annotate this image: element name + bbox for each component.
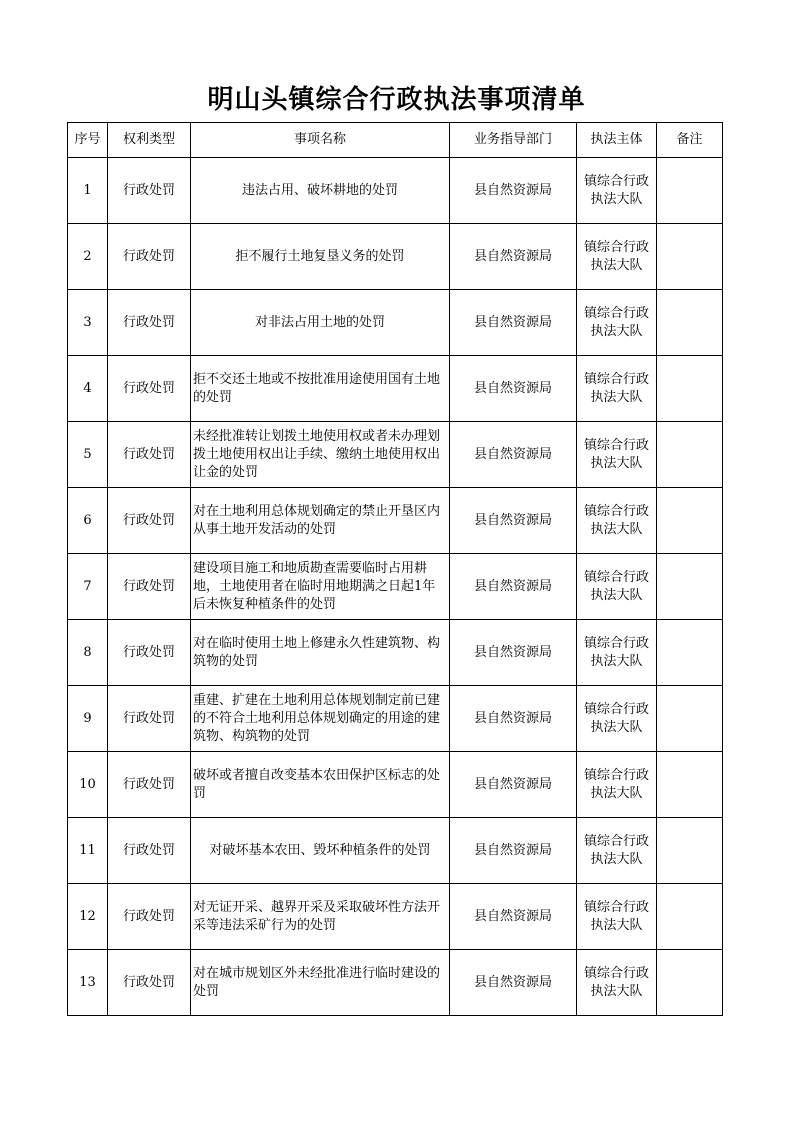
- table-row: [68, 422, 723, 488]
- table-row: [68, 884, 723, 950]
- cell-subject: 镇综合行政执法大队: [577, 290, 657, 356]
- cell-type: 行政处罚: [108, 356, 191, 422]
- cell-dept: 县自然资源局: [450, 488, 577, 554]
- cell-name: 拒不履行土地复垦义务的处罚: [191, 224, 450, 290]
- table-row: [68, 356, 723, 422]
- cell-no: 9: [68, 686, 108, 752]
- cell-dept: 县自然资源局: [450, 554, 577, 620]
- cell-note: [657, 488, 723, 554]
- cell-subject: 镇综合行政执法大队: [577, 488, 657, 554]
- table-header-row: [68, 123, 723, 158]
- cell-subject: 镇综合行政执法大队: [577, 554, 657, 620]
- cell-name: 建设项目施工和地质勘查需要临时占用耕地，土地使用者在临时用地期满之日起1年后未恢复种植条件的处罚: [191, 554, 450, 620]
- table-row: [68, 158, 723, 224]
- header-no: 序号: [68, 123, 108, 158]
- cell-dept: 县自然资源局: [450, 950, 577, 1016]
- cell-type: 行政处罚: [108, 884, 191, 950]
- cell-no: 7: [68, 554, 108, 620]
- header-subject: 执法主体: [577, 123, 657, 158]
- cell-note: [657, 422, 723, 488]
- cell-subject: 镇综合行政执法大队: [577, 620, 657, 686]
- cell-note: [657, 620, 723, 686]
- cell-note: [657, 290, 723, 356]
- cell-name: 重建、扩建在土地利用总体规划制定前已建的不符合土地利用总体规划确定的用途的建筑物、构筑物的处罚: [191, 686, 450, 752]
- cell-name: 对在临时使用土地上修建永久性建筑物、构筑物的处罚: [191, 620, 450, 686]
- cell-type: 行政处罚: [108, 224, 191, 290]
- table-row: [68, 488, 723, 554]
- table-row: [68, 554, 723, 620]
- cell-subject: 镇综合行政执法大队: [577, 224, 657, 290]
- cell-type: 行政处罚: [108, 620, 191, 686]
- cell-note: [657, 224, 723, 290]
- cell-dept: 县自然资源局: [450, 686, 577, 752]
- cell-dept: 县自然资源局: [450, 356, 577, 422]
- cell-type: 行政处罚: [108, 422, 191, 488]
- cell-note: [657, 686, 723, 752]
- cell-name: 未经批准转让划拨土地使用权或者未办理划拨土地使用权出让手续、缴纳土地使用权出让金的处罚: [191, 422, 450, 488]
- cell-name: 拒不交还土地或不按批准用途使用国有土地的处罚: [191, 356, 450, 422]
- table-row: [68, 752, 723, 818]
- cell-no: 2: [68, 224, 108, 290]
- table-row: [68, 224, 723, 290]
- cell-dept: 县自然资源局: [450, 884, 577, 950]
- cell-note: [657, 818, 723, 884]
- cell-subject: 镇综合行政执法大队: [577, 818, 657, 884]
- cell-no: 6: [68, 488, 108, 554]
- cell-name: 违法占用、破坏耕地的处罚: [191, 158, 450, 224]
- cell-dept: 县自然资源局: [450, 158, 577, 224]
- cell-dept: 县自然资源局: [450, 752, 577, 818]
- cell-no: 1: [68, 158, 108, 224]
- cell-note: [657, 158, 723, 224]
- header-name: 事项名称: [191, 123, 450, 158]
- cell-name: 对无证开采、越界开采及采取破坏性方法开采等违法采矿行为的处罚: [191, 884, 450, 950]
- cell-subject: 镇综合行政执法大队: [577, 422, 657, 488]
- cell-type: 行政处罚: [108, 158, 191, 224]
- cell-name: 对非法占用土地的处罚: [191, 290, 450, 356]
- cell-name: 对在土地利用总体规划确定的禁止开垦区内从事土地开发活动的处罚: [191, 488, 450, 554]
- cell-subject: 镇综合行政执法大队: [577, 950, 657, 1016]
- items-table: [67, 122, 723, 1016]
- header-dept: 业务指导部门: [450, 123, 577, 158]
- cell-subject: 镇综合行政执法大队: [577, 884, 657, 950]
- cell-type: 行政处罚: [108, 488, 191, 554]
- table-row: [68, 950, 723, 1016]
- cell-type: 行政处罚: [108, 950, 191, 1016]
- page-title: 明山头镇综合行政执法事项清单: [207, 85, 586, 115]
- cell-dept: 县自然资源局: [450, 818, 577, 884]
- cell-no: 3: [68, 290, 108, 356]
- cell-no: 4: [68, 356, 108, 422]
- cell-type: 行政处罚: [108, 686, 191, 752]
- header-note: 备注: [657, 123, 723, 158]
- cell-no: 5: [68, 422, 108, 488]
- cell-dept: 县自然资源局: [450, 290, 577, 356]
- cell-no: 8: [68, 620, 108, 686]
- cell-subject: 镇综合行政执法大队: [577, 752, 657, 818]
- table-row: [68, 818, 723, 884]
- cell-type: 行政处罚: [108, 818, 191, 884]
- cell-note: [657, 752, 723, 818]
- cell-dept: 县自然资源局: [450, 620, 577, 686]
- cell-no: 13: [68, 950, 108, 1016]
- cell-subject: 镇综合行政执法大队: [577, 356, 657, 422]
- cell-type: 行政处罚: [108, 752, 191, 818]
- cell-note: [657, 884, 723, 950]
- cell-name: 对在城市规划区外未经批准进行临时建设的处罚: [191, 950, 450, 1016]
- cell-subject: 镇综合行政执法大队: [577, 158, 657, 224]
- table-row: [68, 686, 723, 752]
- cell-type: 行政处罚: [108, 290, 191, 356]
- cell-subject: 镇综合行政执法大队: [577, 686, 657, 752]
- cell-note: [657, 950, 723, 1016]
- cell-no: 12: [68, 884, 108, 950]
- cell-note: [657, 554, 723, 620]
- cell-name: 对破坏基本农田、毁坏种植条件的处罚: [191, 818, 450, 884]
- cell-type: 行政处罚: [108, 554, 191, 620]
- table-row: [68, 290, 723, 356]
- cell-dept: 县自然资源局: [450, 224, 577, 290]
- cell-no: 10: [68, 752, 108, 818]
- cell-note: [657, 356, 723, 422]
- cell-dept: 县自然资源局: [450, 422, 577, 488]
- cell-name: 破坏或者擅自改变基本农田保护区标志的处罚: [191, 752, 450, 818]
- header-type: 权利类型: [108, 123, 191, 158]
- cell-no: 11: [68, 818, 108, 884]
- table-row: [68, 620, 723, 686]
